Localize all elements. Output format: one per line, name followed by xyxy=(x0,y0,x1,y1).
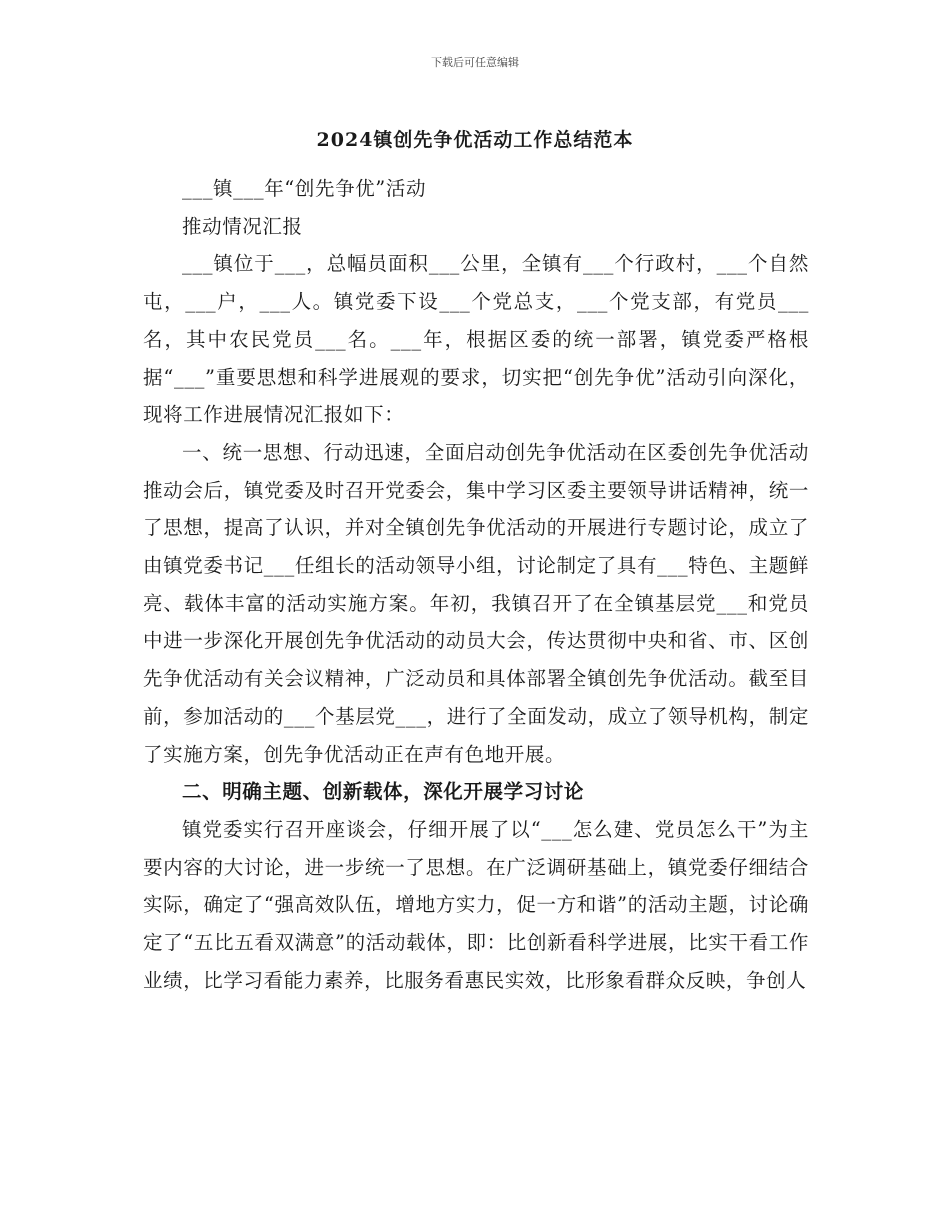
header-note: 下载后可任意编辑 xyxy=(431,56,519,69)
subtitle-line-1: ___镇___年“创先争优”活动 xyxy=(182,177,427,200)
document-body xyxy=(143,170,809,999)
document-title: 2024镇创先争优活动工作总结范本 xyxy=(316,129,634,151)
subtitle-line-2: 推动情况汇报 xyxy=(182,214,303,238)
section-two-paragraph: 镇党委实行召开座谈会，仔细开展了以“___怎么建、党员怎么干”为主要内容的大讨论，进一步统一了思想。在广泛调研基础上，镇党委仔细结合实际，确定了“强高效队伍，增地方实力，促一方和谐”的活动主题，讨论确定了“五比五看双满意”的活动载体，即：比创新看科学进展，比实干看工作业绩，比学习看能力素养，比服务看惠民实效，比形象看群众反映，争创人 xyxy=(143,817,809,992)
section-two-heading: 二、明确主题、创新载体，深化开展学习讨论 xyxy=(182,780,585,804)
section-one-paragraph: 一、统一思想、行动迅速，全面启动创先争优活动在区委创先争优活动推动会后，镇党委及时召开党委会，集中学习区委主要领导讲话精神，统一了思想，提高了认识，并对全镇创先争优活动的开展进行专题讨论，成立了由镇党委书记___任组长的活动领导小组，讨论制定了具有___特色、主题鲜亮、载体丰富的活动实施方案。年初，我镇召开了在全镇基层党___和党员中进一步深化开展创先争优活动的动员大会，传达贯彻中央和省、市、区创先争优活动有关会议精神，广泛动员和具体部署全镇创先争优活动。截至目前，参加活动的___个基层党___，进行了全面发动，成立了领导机构，制定了实施方案，创先争优活动正在声有色地开展。 xyxy=(143,440,809,766)
intro-paragraph: ___镇位于___，总幅员面积___公里，全镇有___个行政村，___个自然屯，___户，___人。镇党委下设___个党总支，___个党支部，有党员___名，其中农民党员___名。___年，根据区委的统一部署，镇党委严格根据“___”重要思想和科学进展观的要求，切实把“创先争优”活动引向深化，现将工作进展情况汇报如下： xyxy=(143,252,809,427)
